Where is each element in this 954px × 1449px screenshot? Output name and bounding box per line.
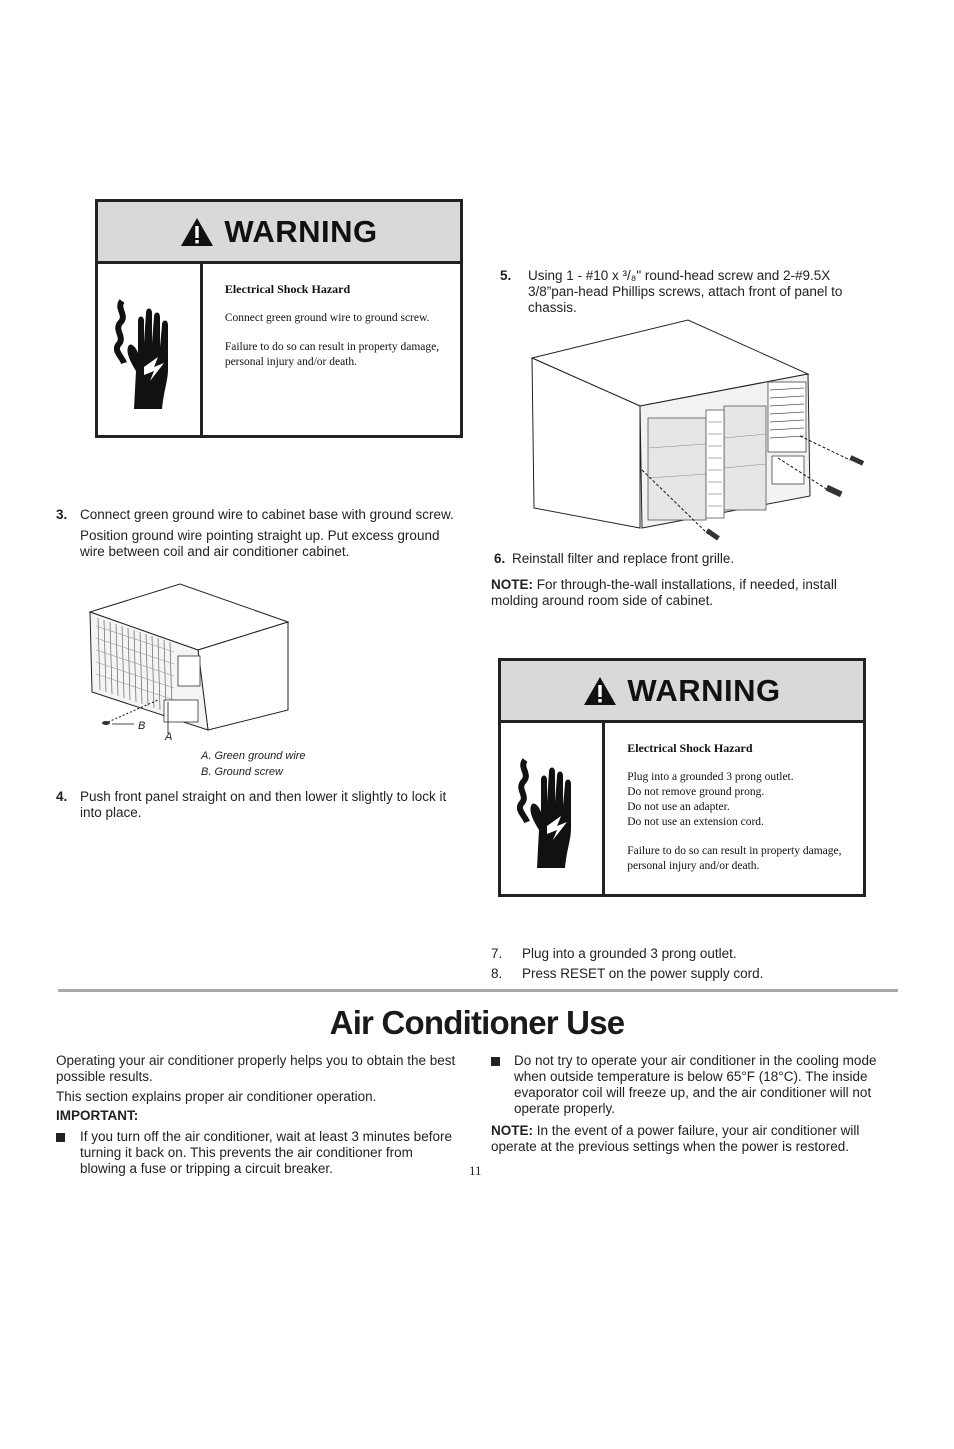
warning-title: WARNING: [627, 672, 781, 708]
bullet-restart-wait: [56, 1129, 456, 1177]
step-number: 7.: [491, 946, 503, 961]
step-subtext: Position ground wire pointing straight up. Put excess ground wire between coil and air conditioner cabinet.: [80, 528, 440, 559]
explain-paragraph: This section explains proper air conditioner operation.: [56, 1089, 377, 1104]
shock-hazard-icon: [501, 723, 605, 897]
step-number: 8.: [491, 966, 503, 981]
warning-line: Do not use an extension cord.: [627, 816, 764, 828]
step-text: Using 1 - #10 x ³/₈" round-head screw and 2-#9.5X 3/8”pan-head Phillips screws, attach front of panel to chassis.: [528, 268, 843, 315]
bullet-cold-weather: [491, 1053, 896, 1117]
step-4: [56, 789, 466, 821]
bullet-square-icon: [491, 1057, 500, 1066]
installation-note: [491, 577, 861, 609]
caption-b: B. Ground screw: [201, 766, 283, 778]
step-text: Plug into a grounded 3 prong outlet.: [522, 946, 737, 961]
warning-consequence: Failure to do so can result in property damage, personal injury and/or death.: [627, 845, 842, 872]
warning-consequence: Failure to do so can result in property damage, personal injury and/or death.: [224, 341, 440, 368]
warning-title: WARNING: [224, 213, 378, 249]
step-number: 6.: [494, 551, 506, 566]
step-text: Press RESET on the power supply cord.: [522, 966, 764, 981]
hazard-title: Electrical Shock Hazard: [224, 282, 351, 296]
hazard-title: Electrical Shock Hazard: [627, 741, 753, 755]
intro-paragraph: Operating your air conditioner properly helps you to obtain the best possible results.: [56, 1053, 456, 1084]
important-label: IMPORTANT:: [56, 1108, 139, 1123]
step-text: Reinstall filter and replace front grille.: [512, 551, 735, 566]
bullet-text: If you turn off the air conditioner, wait at least 3 minutes before turning it back on. This prevents the air conditioner from blowing a fuse or tripping a circuit breaker.: [80, 1129, 452, 1176]
power-failure-note: [491, 1123, 891, 1155]
warning-line: Plug into a grounded 3 prong outlet.: [627, 771, 794, 783]
label-a: A: [165, 731, 173, 743]
step-text: Connect green ground wire to cabinet base with ground screw.: [80, 507, 454, 522]
note-label: NOTE:: [491, 577, 533, 592]
step-3: [56, 507, 466, 560]
step-text: Push front panel straight on and then lower it slightly to lock it into place.: [80, 789, 447, 820]
warning-triangle-icon: [583, 676, 617, 706]
warning-box-outlet: [498, 658, 866, 897]
front-panel-illustration: [528, 318, 873, 548]
step-number: 5.: [500, 268, 512, 283]
warning-triangle-icon: [180, 217, 214, 247]
label-b: B: [138, 720, 146, 732]
ground-wire-illustration: [88, 582, 298, 752]
warning-header: [98, 202, 460, 264]
warning-header: [501, 661, 863, 723]
warning-instruction: Connect green ground wire to ground screw.: [224, 312, 430, 324]
section-title: Air Conditioner Use: [329, 1004, 625, 1041]
step-number: 4.: [56, 789, 68, 804]
page-number: 11: [469, 1163, 482, 1178]
caption-a: A. Green ground wire: [201, 750, 306, 762]
shock-hazard-icon: [98, 264, 203, 438]
warning-line: Do not use an adapter.: [627, 801, 730, 813]
step-6: [494, 551, 854, 567]
step-8: [491, 966, 861, 982]
warning-box-ground-wire: [95, 199, 463, 438]
section-divider: [58, 989, 898, 992]
step-7: [491, 946, 861, 962]
bullet-square-icon: [56, 1133, 65, 1142]
note-text: In the event of a power failure, your air conditioner will operate at the previous settings when the power is restored.: [491, 1123, 860, 1154]
warning-line: Do not remove ground prong.: [627, 786, 765, 798]
step-5: [500, 268, 850, 316]
step-number: 3.: [56, 507, 68, 522]
note-text: For through-the-wall installations, if needed, install molding around room side of cabinet.: [491, 577, 837, 608]
note-label: NOTE:: [491, 1123, 533, 1138]
bullet-text: Do not try to operate your air conditioner in the cooling mode when outside temperature is below 65°F (18°C). The inside evaporator coil will freeze up, and the air conditioner will not operate properly.: [514, 1053, 877, 1116]
